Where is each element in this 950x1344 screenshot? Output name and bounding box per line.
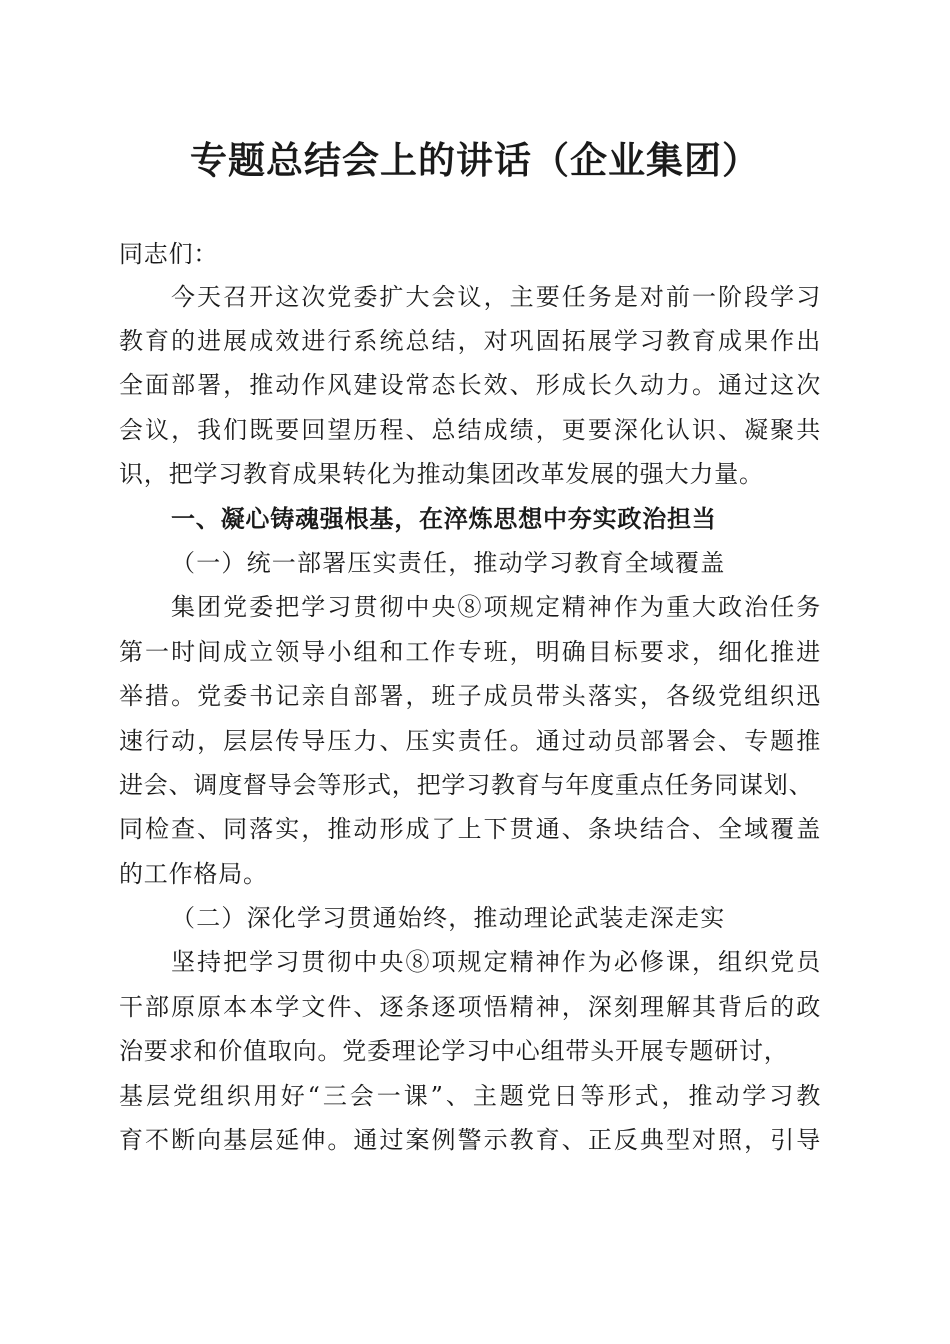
- paragraph-line: 基层党组织用好“三会一课”、主题党日等形式，推动学习教: [119, 1082, 821, 1110]
- paragraph-line: 进会、调度督导会等形式，把学习教育与年度重点任务同谋划、: [119, 771, 814, 799]
- paragraph-line: 全面部署，推动作风建设常态长效、形成长久动力。通过这次: [119, 371, 821, 399]
- paragraph-line: 今天召开这次党委扩大会议，主要任务是对前一阶段学习: [171, 283, 821, 311]
- paragraph-line: 会议，我们既要回望历程、总结成绩，更要深化认识、凝聚共: [119, 416, 821, 444]
- subsection-heading: （二）深化学习贯通始终，推动理论武装走深走实: [171, 904, 726, 932]
- subsection-heading: （一）统一部署压实责任，推动学习教育全域覆盖: [171, 549, 726, 577]
- paragraph-line: 育不断向基层延伸。通过案例警示教育、正反典型对照，引导: [119, 1126, 821, 1154]
- paragraph-line: 同检查、同落实，推动形成了上下贯通、条块结合、全域覆盖: [119, 815, 821, 843]
- paragraph-line: 教育的进展成效进行系统总结，对巩固拓展学习教育成果作出: [119, 327, 821, 355]
- paragraph-line: 集团党委把学习贯彻中央⑧项规定精神作为重大政治任务: [171, 593, 821, 621]
- section-heading: 一、凝心铸魂强根基，在淬炼思想中夯实政治担当: [171, 505, 717, 533]
- paragraph-line: 第一时间成立领导小组和工作专班，明确目标要求，细化推进: [119, 638, 821, 666]
- salutation: 同志们：: [119, 240, 219, 268]
- document-title: 专题总结会上的讲话（企业集团）: [190, 138, 760, 182]
- paragraph-line: 识，把学习教育成果转化为推动集团改革发展的强大力量。: [119, 460, 764, 488]
- paragraph-line: 干部原原本本学文件、逐条逐项悟精神，深刻理解其背后的政: [119, 993, 821, 1021]
- paragraph-line: 的工作格局。: [119, 860, 268, 888]
- paragraph-line: 举措。党委书记亲自部署，班子成员带头落实，各级党组织迅: [119, 682, 821, 710]
- paragraph-line: 坚持把学习贯彻中央⑧项规定精神作为必修课，组织党员: [171, 948, 821, 976]
- paragraph-line: 速行动，层层传导压力、压实责任。通过动员部署会、专题推: [119, 727, 821, 755]
- paragraph-line: 治要求和价值取向。党委理论学习中心组带头开展专题研讨，: [119, 1037, 789, 1065]
